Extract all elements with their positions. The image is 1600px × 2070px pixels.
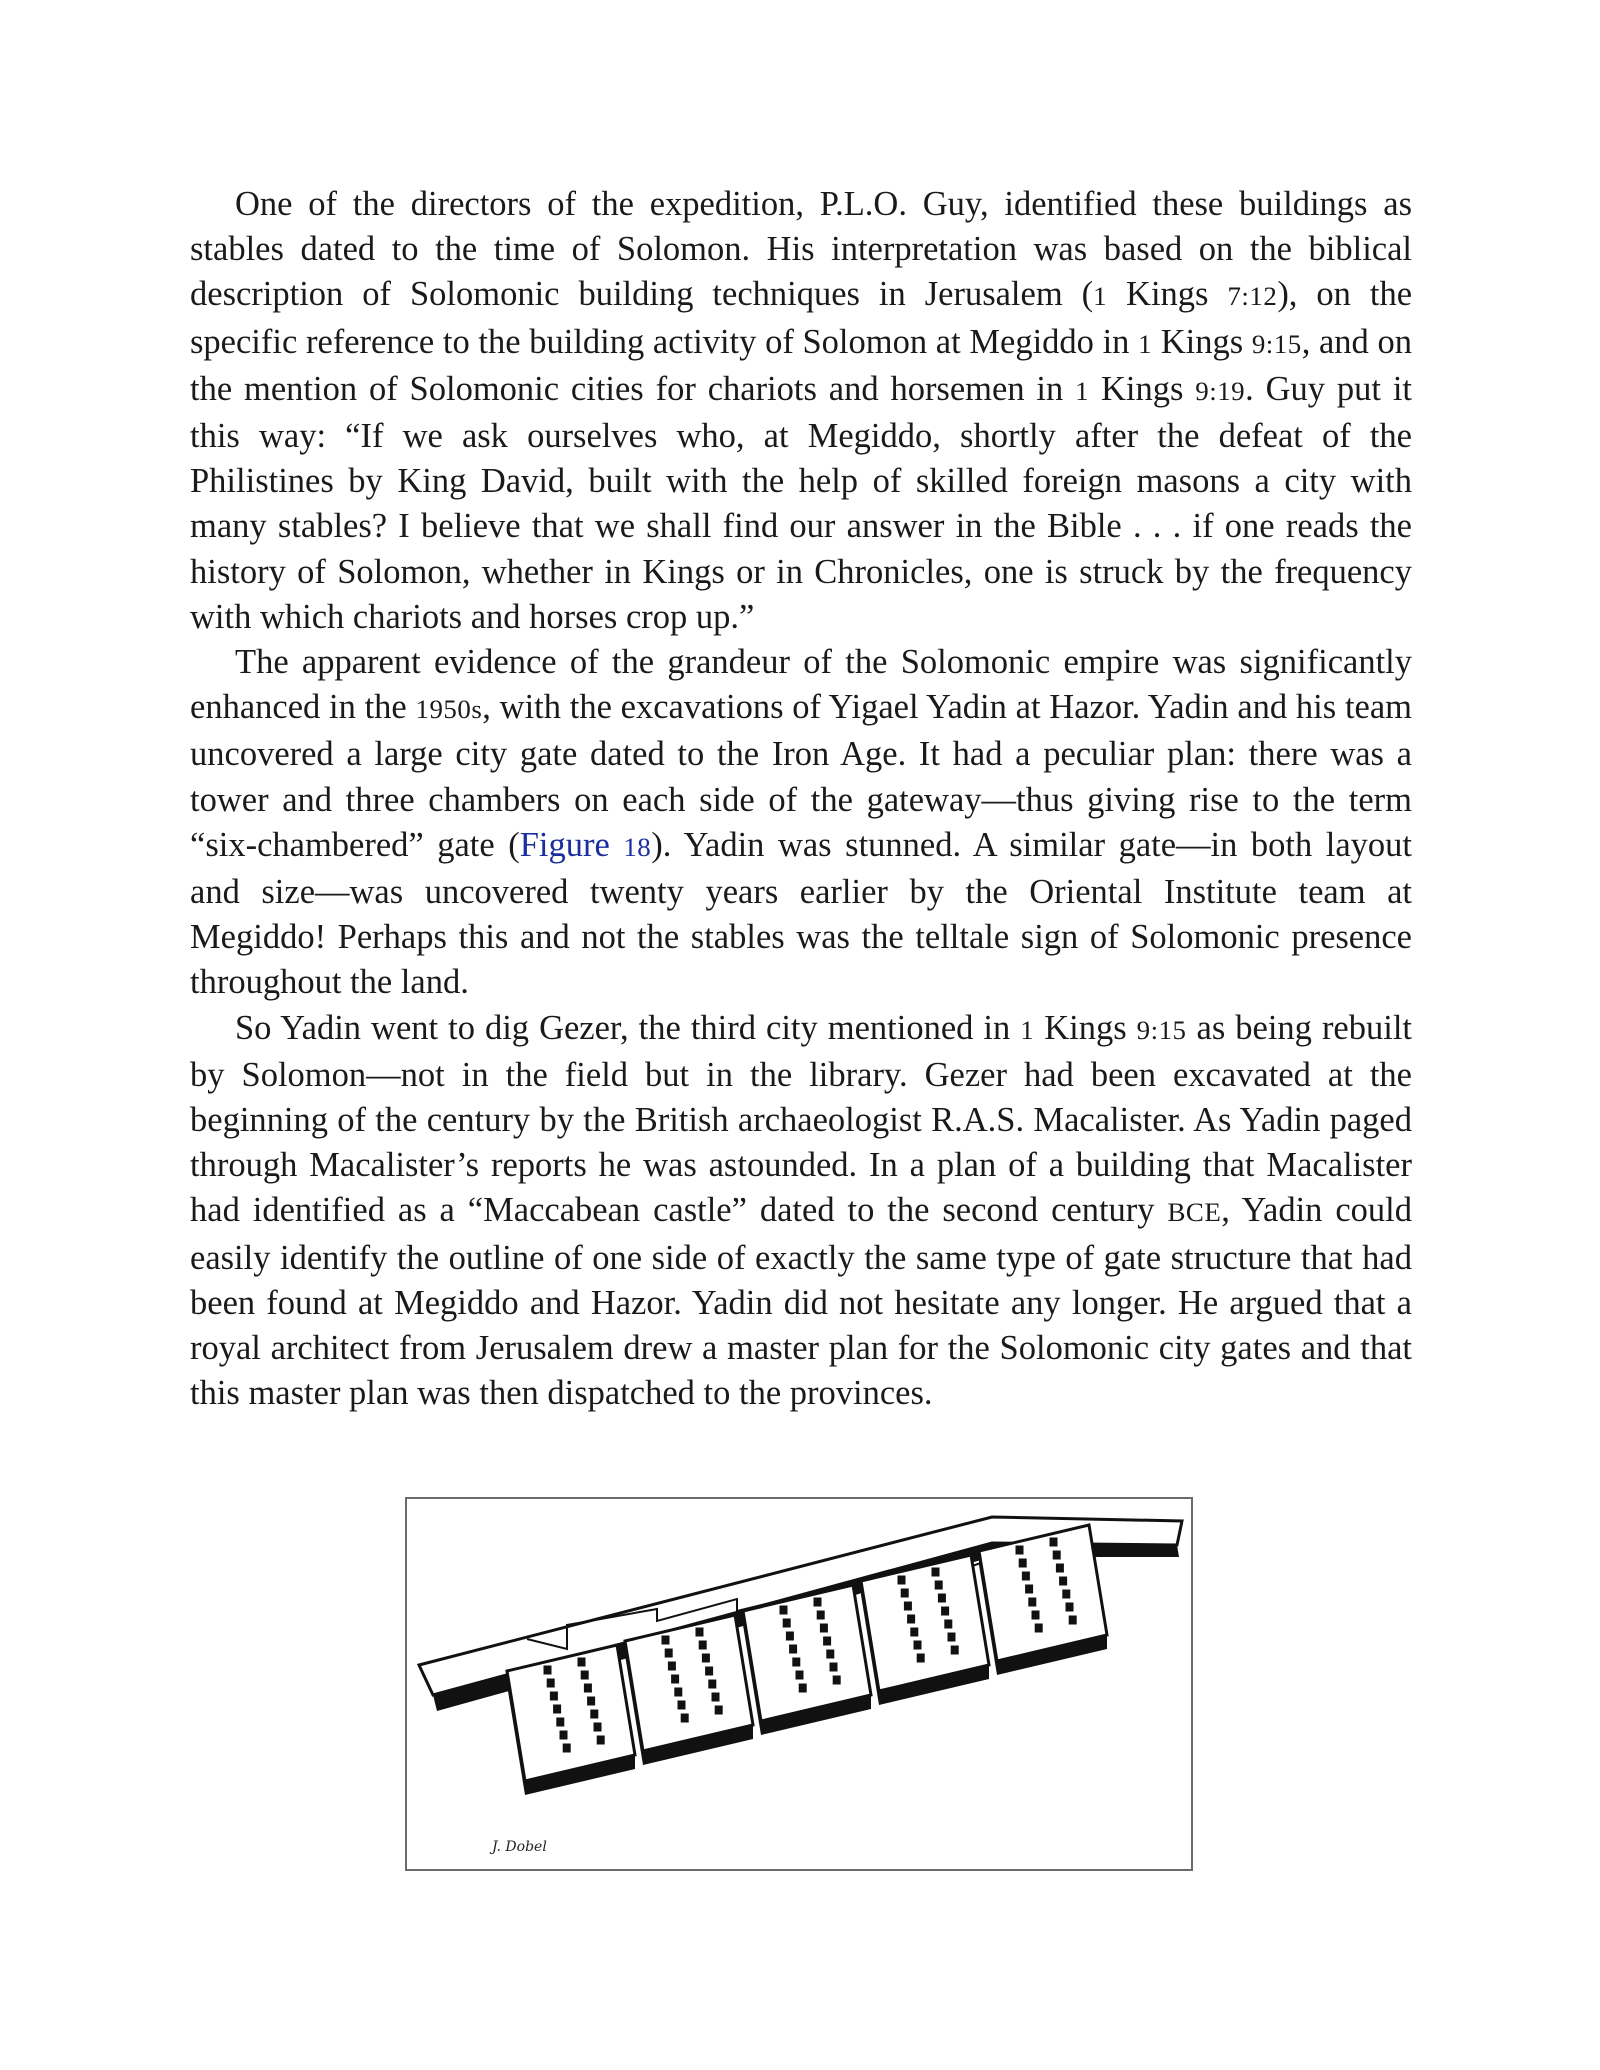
- text-run: , Yadin could easily identify the outline of one side of exactly the same type of gate structure that had been found at Megiddo and Hazor. Yadin did not hesitate any longer. He argued that a royal architect from Jerusalem drew a master plan for the Solomonic city gates and that this master plan was then dispatched to the provinces.: [190, 1191, 1412, 1413]
- pillar: [708, 1679, 717, 1689]
- decade-numeral: 1950s: [415, 694, 483, 725]
- text-run: . Guy put it this way: “If we ask ourselves who, at Megiddo, shortly after the defeat of the Philistines by King David, built with the help of skilled foreign masons a city with many stables? I believe that we shall find our answer in the Bible . . . if one reads the history of Solomon, whether in Kings or in Chronicles, one is struck by the frequency with which chariots and horses crop up.”: [190, 369, 1413, 636]
- pillar: [680, 1713, 689, 1723]
- pillar: [583, 1683, 592, 1693]
- text-run: , and on the mention of Solomonic cities for chariots and horsemen in: [190, 322, 1412, 408]
- pillar: [553, 1704, 562, 1714]
- pillar: [1031, 1610, 1040, 1620]
- stables-illustration: [405, 1497, 1193, 1871]
- pillar: [587, 1696, 596, 1706]
- pillar: [705, 1666, 714, 1676]
- pillar: [549, 1691, 558, 1701]
- paragraph-1: [190, 182, 1412, 640]
- pillar: [785, 1631, 794, 1641]
- pillar: [577, 1657, 586, 1667]
- stable-unit: [743, 1585, 871, 1735]
- figure-link-number[interactable]: 18: [623, 831, 652, 862]
- pillar: [661, 1635, 670, 1645]
- pillar: [941, 1606, 950, 1616]
- figure-18-link[interactable]: [520, 826, 652, 864]
- text-run: The apparent evidence of the grandeur of the Solomonic empire was significantly enhanced in the: [190, 643, 1412, 727]
- pillar: [1049, 1537, 1058, 1547]
- reference-numeral: 7:12: [1227, 281, 1278, 312]
- pillar: [1068, 1615, 1077, 1625]
- text-run: Kings: [1152, 322, 1252, 361]
- pillar: [1021, 1571, 1030, 1581]
- stable-unit: [507, 1645, 635, 1795]
- pillar: [695, 1627, 704, 1637]
- pillar: [792, 1657, 801, 1667]
- pillar: [832, 1675, 841, 1685]
- stable-unit: [861, 1555, 989, 1705]
- pillar: [667, 1661, 676, 1671]
- pillar: [580, 1670, 589, 1680]
- figure-link-word[interactable]: Figure: [519, 825, 624, 864]
- pillar: [1052, 1550, 1061, 1560]
- pillar: [937, 1593, 946, 1603]
- era-abbreviation: BCE: [1167, 1197, 1222, 1228]
- pillar: [1065, 1602, 1074, 1612]
- pillar: [1025, 1584, 1034, 1594]
- text-run: as being rebuilt by Solomon—not in the field but in the library. Gezer had been excavated at the beginning of the century by the British archaeologist R.A.S. Macalister. As Yadin paged through Macalister’s reports he was astounded. In a plan of a building that Macalister had identified as a “Maccabean castle” dated to the second century: [190, 1008, 1413, 1230]
- pillar: [593, 1722, 602, 1732]
- pillar: [1062, 1589, 1071, 1599]
- pillar: [782, 1618, 791, 1628]
- page-text: [190, 182, 1412, 1416]
- paragraph-2: [190, 640, 1412, 1006]
- pillar: [556, 1717, 565, 1727]
- pillar: [711, 1692, 720, 1702]
- text-run: ), on the specific reference to the building activity of Solomon at Megiddo in: [190, 275, 1413, 361]
- pillar: [1034, 1623, 1043, 1633]
- text-run: Kings: [1089, 369, 1196, 408]
- pillar: [816, 1610, 825, 1620]
- pillar: [664, 1648, 673, 1658]
- pillar: [698, 1640, 707, 1650]
- pillar: [714, 1705, 723, 1715]
- pillar: [900, 1588, 909, 1598]
- reference-numeral: 9:15: [1251, 328, 1302, 359]
- reference-numeral: 1: [1093, 281, 1108, 312]
- pillar: [677, 1700, 686, 1710]
- pillar: [674, 1687, 683, 1697]
- reference-numeral: 9:19: [1195, 375, 1246, 406]
- stables-drawing: [407, 1499, 1191, 1869]
- text-run: Kings: [1034, 1008, 1137, 1047]
- text-run: So Yadin went to dig Gezer, the third city mentioned in: [235, 1008, 1021, 1047]
- pillar: [823, 1636, 832, 1646]
- reference-numeral: 1: [1020, 1014, 1035, 1045]
- pillar: [1059, 1576, 1068, 1586]
- reference-numeral: 1: [1138, 328, 1153, 359]
- pillar: [829, 1662, 838, 1672]
- stable-unit: [979, 1525, 1107, 1675]
- pillar: [590, 1709, 599, 1719]
- reference-numeral: 9:15: [1136, 1014, 1187, 1045]
- pillar: [947, 1632, 956, 1642]
- pillar: [671, 1674, 680, 1684]
- pillar: [907, 1614, 916, 1624]
- text-run: , with the excavations of Yigael Yadin at Hazor. Yadin and his team uncovered a large city gate dated to the Iron Age. It had a peculiar plan: there was a tower and three chambers on each side of the gateway—thus giving rise to the term “six-chambered” gate (: [190, 688, 1412, 864]
- pillar: [950, 1645, 959, 1655]
- text-run: One of the directors of the expedition, P.L.O. Guy, identified these buildings as stables dated to the time of Solomon. His interpretation was based on the biblical description of Solomonic building techniques in Jerusalem (: [190, 185, 1412, 314]
- pillar: [559, 1730, 568, 1740]
- paragraph-3: [190, 1006, 1412, 1417]
- stable-unit: [625, 1615, 753, 1765]
- pillar: [910, 1627, 919, 1637]
- pillar: [789, 1644, 798, 1654]
- pillar: [795, 1670, 804, 1680]
- pillar: [1018, 1558, 1027, 1568]
- pillar: [913, 1640, 922, 1650]
- pillar: [813, 1597, 822, 1607]
- pillar: [916, 1653, 925, 1663]
- pillar: [562, 1743, 571, 1753]
- pillar: [701, 1653, 710, 1663]
- pillar: [897, 1575, 906, 1585]
- pillar: [819, 1623, 828, 1633]
- pillar: [934, 1580, 943, 1590]
- pillar: [798, 1683, 807, 1693]
- pillar: [1028, 1597, 1037, 1607]
- artist-signature: J. Dobel: [492, 1839, 547, 1855]
- pillar: [944, 1619, 953, 1629]
- pillar: [903, 1601, 912, 1611]
- pillar: [1015, 1545, 1024, 1555]
- pillar: [543, 1665, 552, 1675]
- pillar: [826, 1649, 835, 1659]
- reference-numeral: 1: [1075, 375, 1090, 406]
- text-run: ). Yadin was stunned. A similar gate—in both layout and size—was uncovered twenty years earlier by the Oriental Institute team at Megiddo! Perhaps this and not the stables was the telltale sign of Solomonic presence throughout the land.: [190, 825, 1412, 1002]
- pillar: [779, 1605, 788, 1615]
- text-run: Kings: [1107, 275, 1228, 314]
- pillar: [546, 1678, 555, 1688]
- pillar: [1055, 1563, 1064, 1573]
- pillar: [931, 1567, 940, 1577]
- pillar: [596, 1735, 605, 1745]
